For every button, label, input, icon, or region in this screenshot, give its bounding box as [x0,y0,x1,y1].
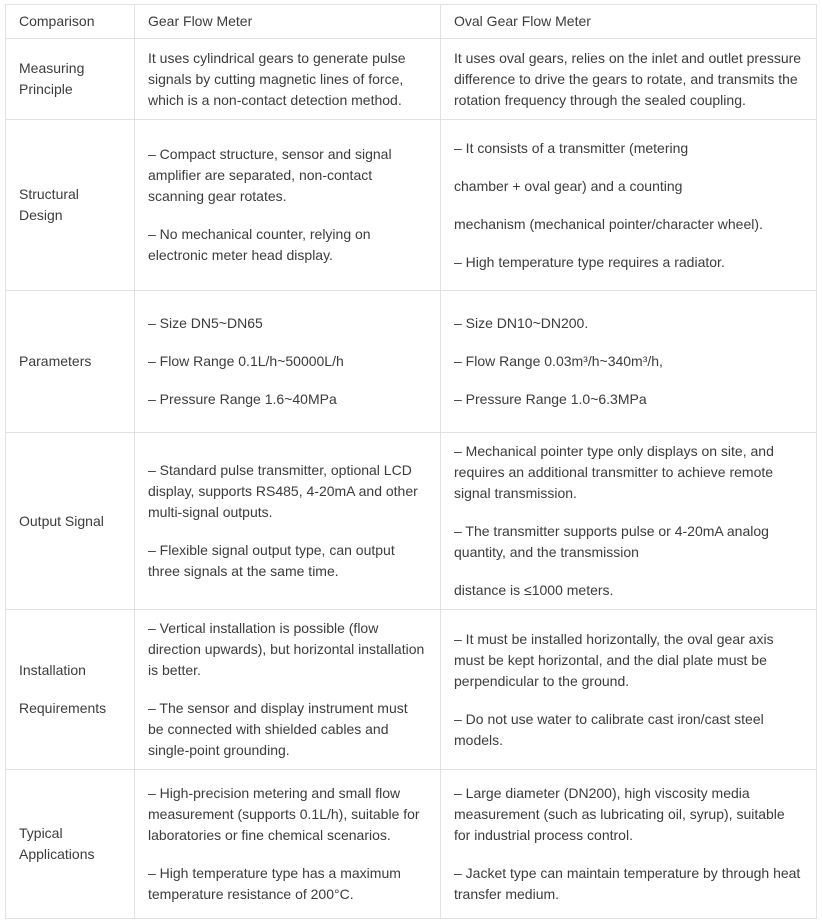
cell-paragraph: – Pressure Range 1.0~6.3MPa [454,391,647,407]
cell-paragraph: – Size DN5~DN65 [148,315,263,331]
row-label-installation-requirements [6,610,135,770]
cell-paragraph: – High temperature type requires a radiator. [454,253,725,270]
cell-paragraph: It uses oval gears, relies on the inlet and outlet pressure difference to drive the gears to rotate, and transmits the rotation frequency through the sealed coupling. [454,49,802,108]
gear-cell-output-signal [135,433,441,610]
cell-paragraph: – It must be installed horizontally, the oval gear axis must be kept horizontal, and the dial plate must be perpendicular to the ground. [454,630,774,689]
row-label-parameters [6,291,135,433]
table-row-measuring-principle [6,39,817,120]
row-label-text: Requirements [19,700,107,716]
oval-cell-installation-requirements [441,610,817,770]
row-label-text: Measuring Principle [19,60,85,97]
row-label-text: Output Signal [19,512,104,529]
cell-paragraph: – Size DN10~DN200. [454,315,589,331]
flow-meter-comparison-table [5,4,817,919]
row-label-measuring-principle [6,39,135,120]
oval-cell-parameters [441,291,817,433]
cell-paragraph: – The sensor and display instrument must be connected with shielded cables and single-point grounding. [148,700,408,758]
cell-paragraph: – Vertical installation is possible (flow direction upwards), but horizontal installation is better. [148,620,425,678]
header-cell-oval-gear-flow-meter: Oval Gear Flow Meter [441,5,817,39]
cell-paragraph: – Do not use water to calibrate cast iron/cast steel models. [454,710,764,748]
oval-cell-structural-design [441,120,817,291]
gear-cell-parameters [135,291,441,433]
gear-cell-measuring-principle [135,39,441,120]
cell-paragraph: chamber + oval gear) and a counting [454,177,683,194]
header-cell-gear-flow-meter: Gear Flow Meter [135,5,441,39]
row-label-structural-design [6,120,135,291]
row-label-text: Typical Applications [19,825,95,862]
oval-cell-measuring-principle [441,39,817,120]
cell-paragraph: – Pressure Range 1.6~40MPa [148,391,337,407]
gear-cell-typical-applications [135,770,441,919]
header-cell-comparison: Comparison [6,5,135,39]
table-row-structural-design [6,120,817,291]
row-label-text: Parameters [19,353,92,369]
cell-paragraph: – No mechanical counter, relying on electronic meter head display. [148,226,371,263]
cell-paragraph: – The transmitter supports pulse or 4-20mA analog quantity, and the transmission [454,523,769,560]
cell-paragraph: distance is ≤1000 meters. [454,582,614,598]
gear-cell-structural-design [135,120,441,291]
cell-paragraph: – Flexible signal output type, can output three signals at the same time. [148,542,395,579]
cell-paragraph: mechanism (mechanical pointer/character wheel). [454,215,763,232]
cell-paragraph: It uses cylindrical gears to generate pulse signals by cutting magnetic lines of force, which is a non-contact detection method. [148,49,406,108]
cell-paragraph: – Compact structure, sensor and signal amplifier are separated, non-contact scanning gear rotates. [148,146,392,204]
row-label-typical-applications [6,770,135,919]
oval-cell-typical-applications [441,770,817,919]
cell-paragraph: – High-precision metering and small flow measurement (supports 0.1L/h), suitable for laboratories or fine chemical scenarios. [148,785,420,843]
cell-paragraph: – Flow Range 0.1L/h~50000L/h [148,353,344,369]
table-row-output-signal [6,433,817,610]
row-label-output-signal [6,433,135,610]
cell-paragraph: – Mechanical pointer type only displays on site, and requires an additional transmitter to achieve remote signal transmission. [454,443,774,501]
oval-cell-output-signal [441,433,817,610]
cell-paragraph: – Flow Range 0.03m³/h~340m³/h, [454,353,663,369]
table-row-parameters [6,291,817,433]
table-row-typical-applications [6,770,817,919]
cell-paragraph: – Standard pulse transmitter, optional LCD display, supports RS485, 4-20mA and other multi-signal outputs. [148,462,418,520]
cell-paragraph: – High temperature type has a maximum temperature resistance of 200°C. [148,865,401,902]
row-label-text: Structural Design [19,186,79,223]
table-row-installation-requirements [6,610,817,770]
cell-paragraph: – Large diameter (DN200), high viscosity media measurement (such as lubricating oil, syrup), suitable for industrial process control. [454,785,785,843]
table-header-row [6,5,817,39]
cell-paragraph: – It consists of a transmitter (metering [454,139,689,156]
row-label-text: Installation [19,662,86,678]
gear-cell-installation-requirements [135,610,441,770]
cell-paragraph: – Jacket type can maintain temperature by through heat transfer medium. [454,865,801,902]
